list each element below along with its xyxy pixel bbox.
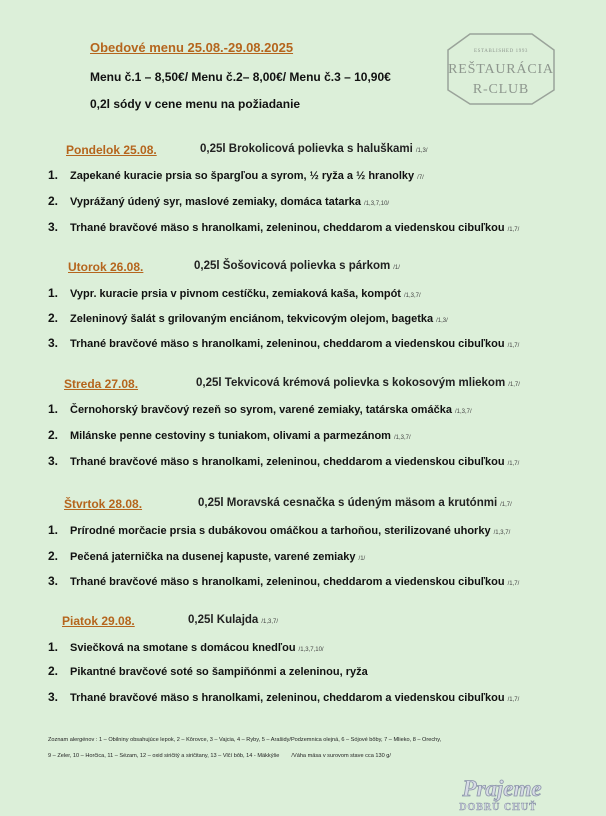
day-name-tuesday: Utorok 26.08. (68, 260, 144, 274)
menu-item: 2. Vyprážaný údený syr, maslové zemiaky, domáca tatarka /1,3,7,10/ (48, 194, 390, 208)
soup-monday: 0,25l Brokolicová polievka s haluškami /1,3/ (200, 143, 428, 155)
logo-established: ESTABLISHED 1993 (473, 49, 529, 54)
day-name-friday: Piatok 29.08. (62, 614, 135, 628)
soup-tuesday: 0,25l Šošovicová polievka s párkom /1/ (194, 260, 400, 272)
stamp-prajeme: Prajeme (462, 776, 542, 801)
weight-note: /Váha mäsa v surovom stave cca 130 g/ (291, 753, 391, 759)
menu-item: 1. Prírodné morčacie prsia s dubákovou omáčkou a tarhoňou, sterilizované uhorky /1,3,7/ (48, 523, 511, 537)
logo-name-line2: R-CLUB (472, 82, 530, 97)
menu-item: 3. Trhané bravčové mäso s hranolkami, zeleninou, cheddarom a viedenskou cibuľkou /1,7/ (48, 454, 520, 468)
soup-wednesday: 0,25l Tekvicová krémová polievka s kokosovým mliekom /1,7/ (196, 377, 520, 389)
menu-item: 1. Černohorský bravčový rezeň so syrom, varené zemiaky, tatárska omáčka /1,3,7/ (48, 402, 472, 416)
stamp-dobru-chut: DOBRÚ CHUŤ (459, 802, 537, 813)
soup-thursday: 0,25l Moravská cesnačka s údeným mäsom a krutónmi /1,7/ (198, 497, 512, 509)
menu-item: 2. Zeleninový šalát s grilovaným enciánom, tekvicovým olejom, bagetka /1,3/ (48, 311, 448, 325)
menu-item: 3. Trhané bravčové mäso s hranolkami, zeleninou, cheddarom a viedenskou cibuľkou /1,7/ (48, 574, 520, 588)
soda-note: 0,2l sódy v cene menu na požiadanie (90, 97, 301, 111)
menu-item: 2. Pikantné bravčové soté so šampiňónmi a zeleninou, ryža (48, 664, 368, 678)
allergen-legend-line1: Zoznam alergénov : 1 – Obilniny obsahujúce lepok, 2 – Kôrovce, 3 – Vajcia, 4 – Ryby, 5 – Arašidy/Podzemnica olejná, 6 – Sójové bôby, 7 – Mlieko, 8 – Orechy, (48, 737, 442, 743)
menu-item: 2. Pečená jaternička na dusenej kapuste, varené zemiaky /1/ (48, 549, 366, 563)
menu-item: 3. Trhané bravčové mäso s hranolkami, zeleninou, cheddarom a viedenskou cibuľkou /1,7/ (48, 336, 520, 350)
menu-item: 1. Vypr. kuracie prsia v pivnom cestíčku, zemiaková kaša, kompót /1,3,7/ (48, 286, 421, 300)
restaurant-logo (440, 30, 562, 106)
logo-name-line1: REŠTAURÁCIA (448, 62, 554, 77)
menu-item: 1. Zapekané kuracie prsia so špargľou a syrom, ½ ryža a ½ hranolky /7/ (48, 168, 424, 182)
day-name-monday: Pondelok 25.08. (66, 143, 157, 157)
menu-item: 3. Trhané bravčové mäso s hranolkami, zeleninou, cheddarom a viedenskou cibuľkou /1,7/ (48, 690, 520, 704)
menu-title: Obedové menu 25.08.-29.08.2025 (90, 40, 294, 55)
menu-item: 2. Milánske penne cestoviny s tuniakom, olivami a parmezánom /1,3,7/ (48, 428, 411, 442)
day-name-thursday: Štvrtok 28.08. (64, 497, 143, 511)
soup-friday: 0,25l Kulajda /1,3,7/ (188, 614, 278, 626)
menu-prices: Menu č.1 – 8,50€/ Menu č.2– 8,00€/ Menu č.3 – 10,90€ (90, 70, 391, 84)
good-appetite-stamp (432, 774, 564, 814)
menu-item: 1. Sviečková na smotane s domácou knedľou /1,3,7,10/ (48, 640, 324, 654)
allergen-legend-line2: 9 – Zeler, 10 – Horčica, 11 – Sézam, 12 – oxid siričitý a siričitany, 13 – Vlčí bôb, 14 - Mäkkýše /Váha mäsa v surovom stave cca 130 g/ (48, 753, 391, 759)
menu-item: 3. Trhané bravčové mäso s hranolkami, zeleninou, cheddarom a viedenskou cibuľkou /1,7/ (48, 220, 520, 234)
day-name-wednesday: Streda 27.08. (64, 377, 139, 391)
